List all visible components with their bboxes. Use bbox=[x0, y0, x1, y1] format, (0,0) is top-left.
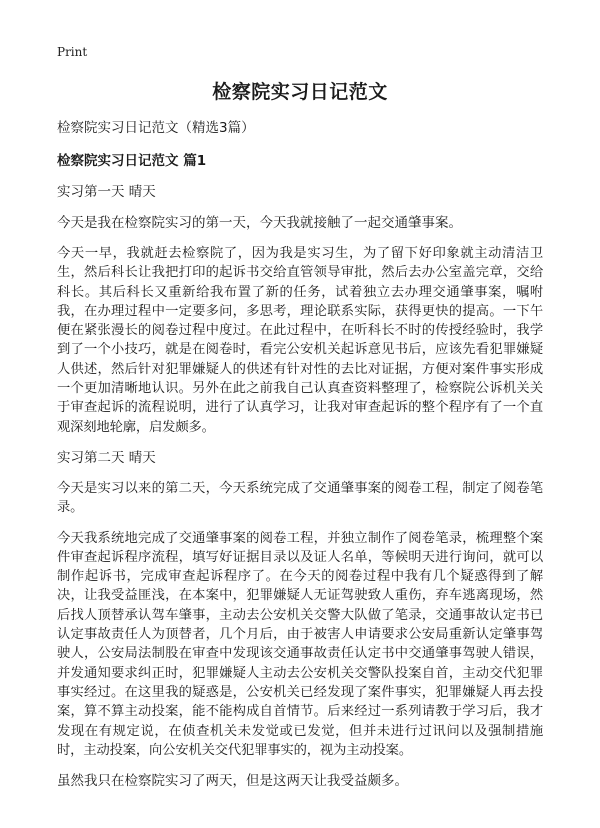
section-heading: 检察院实习日记范文 篇1 bbox=[57, 153, 207, 169]
print-link[interactable]: Print bbox=[57, 45, 88, 59]
day1-body: 今天一早，我就赶去检察院了，因为我是实习生，为了留下好印象就主动清洁卫生，然后科长让我把打印的起诉书交给直管领导审批，然后去办公室盖完章，交给科长。其后科长又重新给我布置了新的任务，试着独立去办理交通肇事案，嘱咐我，在办理过程中一定要多问，多思考，理论联系实际，获得更快的提高。一下午便在紧张漫长的阅卷过程中度过。在此过程中，在听科长不时的传授经验时，我学到了一个小技巧，就是在阅卷时，看完公安机关起诉意见书后，应该先看犯罪嫌疑人供述，然后针对犯罪嫌疑人的供述有针对性的去比对证据，方便对案件事实形成一个更加清晰地认识。另外在此之前我自己认真查资料整理了，检察院公诉机关关于审查起诉的流程说明，进行了认真学习，让我对审查起诉的整个程序有了一个直观深刻地轮廓，启发颇多。 bbox=[57, 246, 543, 435]
day1-header: 实习第一天 晴天 bbox=[57, 184, 156, 200]
document-subtitle: 检察院实习日记范文（精选3篇） bbox=[57, 120, 255, 136]
day2-intro: 今天是实习以来的第二天，今天系统完成了交通肇事案的阅卷工程，制定了阅卷笔录。 bbox=[57, 480, 543, 516]
closing-paragraph: 虽然我只在检察院实习了两天，但是这两天让我受益颇多。 bbox=[57, 773, 408, 790]
day2-body: 今天我系统地完成了交通肇事案的阅卷工程，并独立制作了阅卷笔录，梳理整个案件审查起诉程序流程，填写好证据目录以及证人名单，等候明天进行询问，就可以制作起诉书，完成审查起诉程序了。在今天的阅卷过程中我有几个疑惑得到了解决，让我受益匪浅，在本案中，犯罪嫌疑人无证驾驶致人重伤，弃车逃离现场，然后找人顶替承认驾车肇事，主动去公安机关交警大队做了笔录，交通事故认定书已认定事故责任人为顶替者，几个月后，由于被害人申请要求公安局重新认定肇事驾驶人，公安局法制股在审查中发现该交通事故责任认定书中交通肇事驾驶人错误，并发通知要求纠正时，犯罪嫌疑人主动去公安机关交警队投案自首，主动交代犯罪事实经过。在这里我的疑惑是，公安机关已经发现了案件事实，犯罪嫌疑人再去投案，算不算主动投案，能不能构成自首情节。后来经过一系列请教于学习后，我才发现在有规定说，在侦查机关未发觉或已发觉，但并未进行过讯问以及强制措施时，主动投案，向公安机关交代犯罪事实的，视为主动投案。 bbox=[57, 530, 543, 758]
day2-header: 实习第二天 晴天 bbox=[57, 449, 156, 466]
day1-intro: 今天是我在检察院实习的第一天，今天我就接触了一起交通肇事案。 bbox=[57, 215, 462, 231]
document-title: 检察院实习日记范文 bbox=[212, 81, 388, 103]
